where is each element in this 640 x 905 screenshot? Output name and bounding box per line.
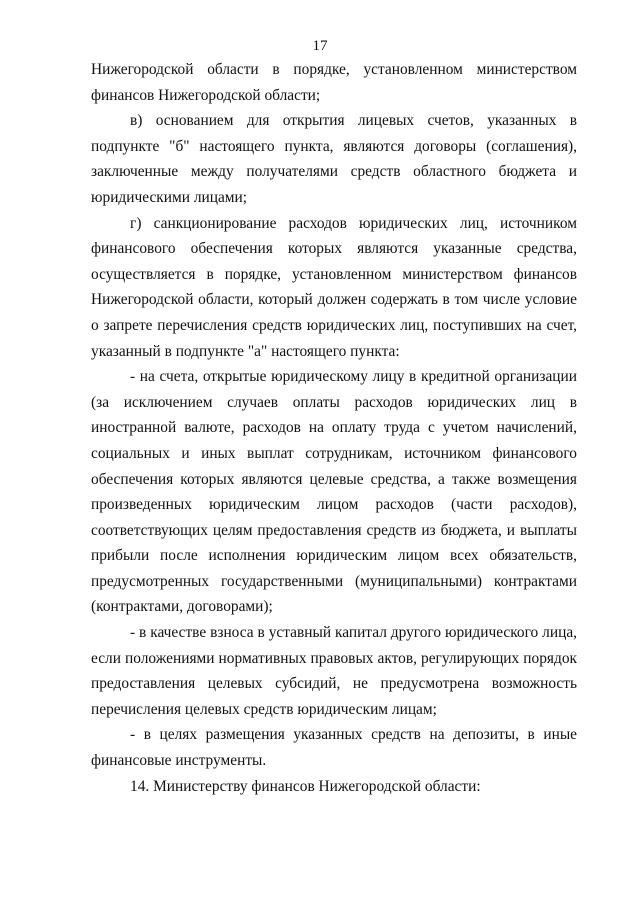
paragraph-item-g: г) санкционирование расходов юридических лиц, источником финансового обеспечения которых являются указанные средства, осуществляется в порядке, установленном министерством финансов Нижегородской области, который должен содержать в том числе условие о запрете перечисления средств юридических лиц, поступивших на счет, указанный в подпункте "а" настоящего пункта: — [91, 214, 577, 360]
paragraph-item-v: в) основанием для открытия лицевых счетов, указанных в подпункте "б" настоящего пункта, являются договоры (соглашения), заключенные между получателями средств областного бюджета и юридическими лицами; — [91, 112, 577, 206]
paragraph-continuation: Нижегородской области в порядке, установленном министерством финансов Нижегородской области; — [91, 61, 577, 104]
paragraph-item-14: 14. Министерству финансов Нижегородской области: — [130, 777, 481, 795]
paragraph-dash-capital-contribution: - в качестве взноса в уставный капитал другого юридического лица, если положениями нормативных правовых актов, регулирующих порядок предоставления целевых субсидий, не предусмотрена возможность перечисления целевых средств юридическим лицам; — [91, 624, 577, 718]
paragraph-dash-bank-accounts: - на счета, открытые юридическому лицу в кредитной организации (за исключением случаев оплаты расходов юридических лиц в иностранной валюте, расходов на оплату труда с учетом начислений, социальных и иных выплат сотрудникам, источником финансового обеспечения которых являются целевые средства, а также возмещения произведенных юридическим лицом расходов (части расходов), соответствующих целям предоставления средств из бюджета, и выплаты прибыли после исполнения юридическим лицом всех обязательств, предусмотренных государственными (муниципальными) контрактами (контрактами, договорами); — [91, 368, 577, 616]
paragraph-dash-deposits: - в целях размещения указанных средств на депозиты, в иные финансовые инструменты. — [91, 726, 577, 770]
page-number: 17 — [312, 38, 328, 54]
document-body — [91, 57, 577, 799]
